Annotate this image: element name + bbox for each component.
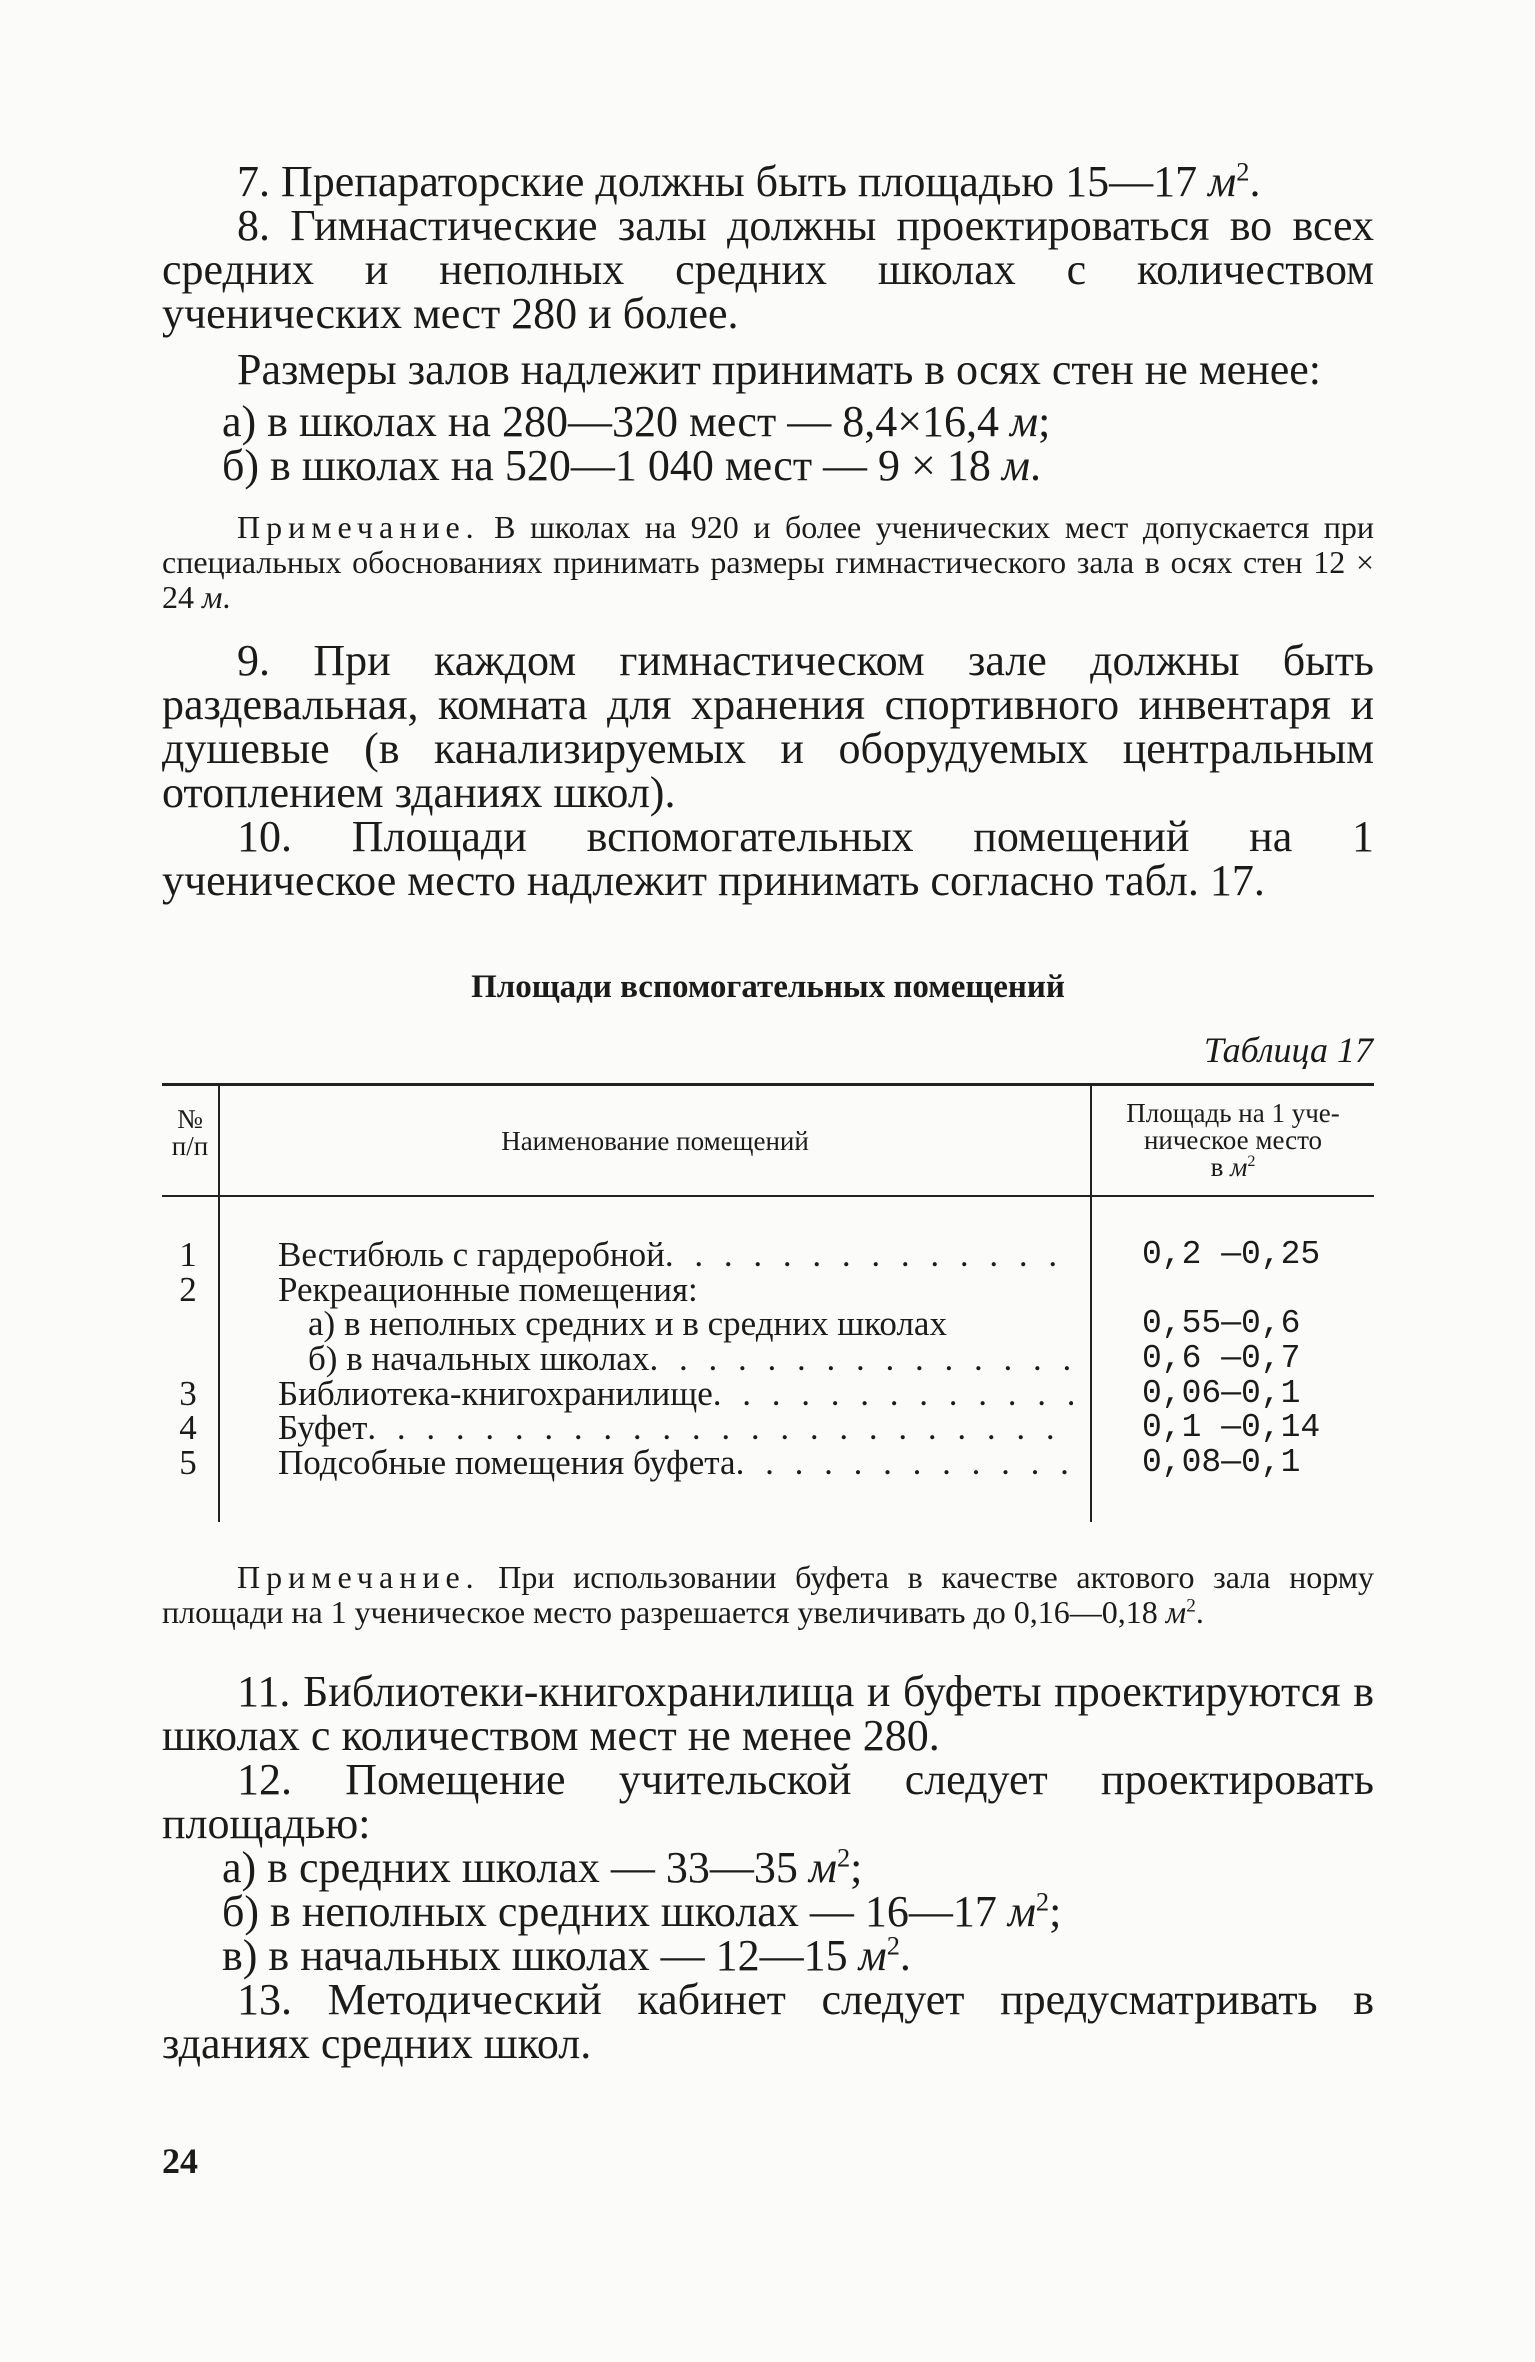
unit: м bbox=[1001, 441, 1030, 490]
staff-room-item-a bbox=[162, 1842, 1374, 1892]
table-cell-name bbox=[308, 1341, 1073, 1376]
note-1-text: В школах на 920 и более ученических мест допускается при специальных обоснованиях принимать размеры гимнастического зала в осях стен 12 × 24 bbox=[162, 509, 1374, 615]
paragraph-13: 13. Методический кабинет следует предусматривать в зданиях средних школ. bbox=[162, 1975, 1374, 2068]
room-name: Вестибюль с гардеробной bbox=[278, 1235, 665, 1274]
punctuation: . bbox=[1195, 1594, 1204, 1630]
dot-leader bbox=[736, 1445, 1073, 1480]
header-num-line: № bbox=[177, 1104, 203, 1134]
room-name: а) в неполных средних и в средних школах bbox=[308, 1304, 947, 1343]
header-area-line: Площадь на 1 уче- bbox=[1126, 1098, 1340, 1128]
lower-text bbox=[162, 1560, 1374, 2066]
table-cell-value: 0,06—0,1 bbox=[1142, 1375, 1301, 1412]
header-area-line: ническое место bbox=[1143, 1125, 1323, 1155]
table-cell-num: 4 bbox=[179, 1408, 197, 1447]
header-area-text: в bbox=[1210, 1152, 1231, 1182]
superscript: 2 bbox=[1035, 1886, 1050, 1917]
table-cell-name bbox=[308, 1306, 1073, 1341]
size-item-b bbox=[162, 441, 1374, 490]
room-name: Подсобные помещения буфета bbox=[278, 1443, 736, 1482]
room-name: Рекреационные помещения: bbox=[278, 1270, 698, 1309]
staff-room-item-text: в) в начальных школах — 12—15 bbox=[222, 1931, 859, 1980]
paragraph-9: 9. При каждом гимнастическом зале должны быть раздевальная, комната для хранения спортивного инвентаря и душевые (в канализируемых и оборудуемых центральным отоплением зданиях школ). bbox=[162, 636, 1374, 817]
unit: м bbox=[1007, 1887, 1036, 1936]
superscript: 2 bbox=[1247, 1152, 1256, 1170]
table-top-rule bbox=[162, 1083, 1374, 1086]
table-cell-num: 2 bbox=[179, 1270, 197, 1309]
unit: м bbox=[808, 1843, 837, 1892]
paragraph-8: 8. Гимнастические залы должны проектироваться во всех средних и неполных средних школах с количеством ученических мест 280 и более. bbox=[162, 201, 1374, 338]
table-cell-name bbox=[278, 1272, 1073, 1307]
upper-text bbox=[162, 156, 1374, 905]
header-num-line: п/п bbox=[171, 1131, 209, 1161]
note-2-text: При использовании буфета в качестве актового зала норму площади на 1 ученическое место разрешается увеличивать до 0,16—0,18 bbox=[162, 1559, 1374, 1630]
dot-leader bbox=[649, 1341, 1073, 1376]
table-cell-name bbox=[278, 1410, 1073, 1445]
size-item-a bbox=[162, 397, 1374, 446]
paragraph-11: 11. Библиотеки-книгохранилища и буфеты проектируются в школах с количеством мест не менее 280. bbox=[162, 1667, 1374, 1760]
punctuation: ; bbox=[1038, 397, 1051, 446]
dot-leader bbox=[367, 1410, 1073, 1445]
note-1 bbox=[162, 510, 1374, 615]
unit: м bbox=[1230, 1152, 1248, 1182]
table-cell-name bbox=[278, 1445, 1073, 1480]
size-item-a-text: а) в школах на 280—320 мест — 8,4×16,4 bbox=[222, 397, 1011, 446]
dot-leader bbox=[713, 1376, 1073, 1411]
table-header-rule bbox=[162, 1195, 1374, 1197]
header-num bbox=[162, 1106, 218, 1160]
table-cell-value: 0,1 —0,14 bbox=[1142, 1409, 1321, 1446]
unit: м bbox=[1165, 1594, 1187, 1630]
table-cell-value: 0,6 —0,7 bbox=[1142, 1340, 1301, 1377]
punctuation: . bbox=[1249, 157, 1261, 206]
superscript: 2 bbox=[1186, 1595, 1196, 1617]
unit: м bbox=[202, 579, 223, 615]
paragraph-12: 12. Помещение учительской следует проектировать площадью: bbox=[162, 1755, 1374, 1848]
punctuation: ; bbox=[850, 1843, 863, 1892]
superscript: 2 bbox=[886, 1930, 900, 1961]
punctuation: . bbox=[899, 1931, 911, 1980]
room-name: Библиотека-книгохранилище bbox=[278, 1374, 713, 1413]
table-number: Таблица 17 bbox=[1203, 1030, 1373, 1070]
paragraph-10: 10. Площади вспомогательных помещений на 1 ученическое место надлежит принимать согласно табл. 17. bbox=[162, 812, 1374, 905]
room-name: б) в начальных школах bbox=[308, 1339, 650, 1378]
punctuation: ; bbox=[1049, 1887, 1062, 1936]
table-cell-num: 5 bbox=[179, 1443, 197, 1482]
staff-room-item-c bbox=[162, 1930, 1374, 1980]
superscript: 2 bbox=[1236, 156, 1250, 187]
table-cell-name bbox=[278, 1237, 1073, 1272]
room-name: Буфет bbox=[278, 1408, 368, 1447]
staff-room-item-text: а) в средних школах — 33—35 bbox=[222, 1843, 809, 1892]
paragraph-7-text: 7. Препараторские должны быть площадью 15—17 bbox=[237, 157, 1209, 206]
page-number: 24 bbox=[162, 2141, 198, 2181]
note-label: Примечание. bbox=[237, 1559, 480, 1595]
table-cell-value: 0,2 —0,25 bbox=[1142, 1236, 1321, 1273]
unit: м bbox=[858, 1931, 887, 1980]
staff-room-item-b bbox=[162, 1886, 1374, 1936]
paragraph-7 bbox=[162, 156, 1374, 206]
note-2 bbox=[162, 1560, 1374, 1630]
table-cell-value: 0,55—0,6 bbox=[1142, 1305, 1301, 1342]
table-cell-value: 0,08—0,1 bbox=[1142, 1444, 1301, 1481]
size-item-b-text: б) в школах на 520—1 040 мест — 9 × 18 bbox=[222, 441, 1002, 490]
punctuation: . bbox=[1029, 441, 1041, 490]
superscript: 2 bbox=[836, 1842, 851, 1873]
header-area bbox=[1092, 1100, 1374, 1181]
table-title: Площади вспомогательных помещений bbox=[471, 969, 1065, 1005]
unit: м bbox=[1208, 157, 1237, 206]
note-label: Примечание. bbox=[237, 509, 480, 545]
header-name: Наименование помещений bbox=[501, 1126, 809, 1156]
table-cell-num: 3 bbox=[179, 1374, 197, 1413]
dot-leader bbox=[665, 1237, 1073, 1272]
staff-room-item-text: б) в неполных средних школах — 16—17 bbox=[222, 1887, 1008, 1936]
sizes-intro: Размеры залов надлежит принимать в осях стен не менее: bbox=[237, 345, 1322, 394]
unit: м bbox=[1010, 397, 1039, 446]
table-cell-name bbox=[278, 1376, 1073, 1411]
header-area-line bbox=[1092, 1154, 1374, 1181]
table-cell-num: 1 bbox=[179, 1235, 197, 1274]
punctuation: . bbox=[222, 579, 231, 615]
